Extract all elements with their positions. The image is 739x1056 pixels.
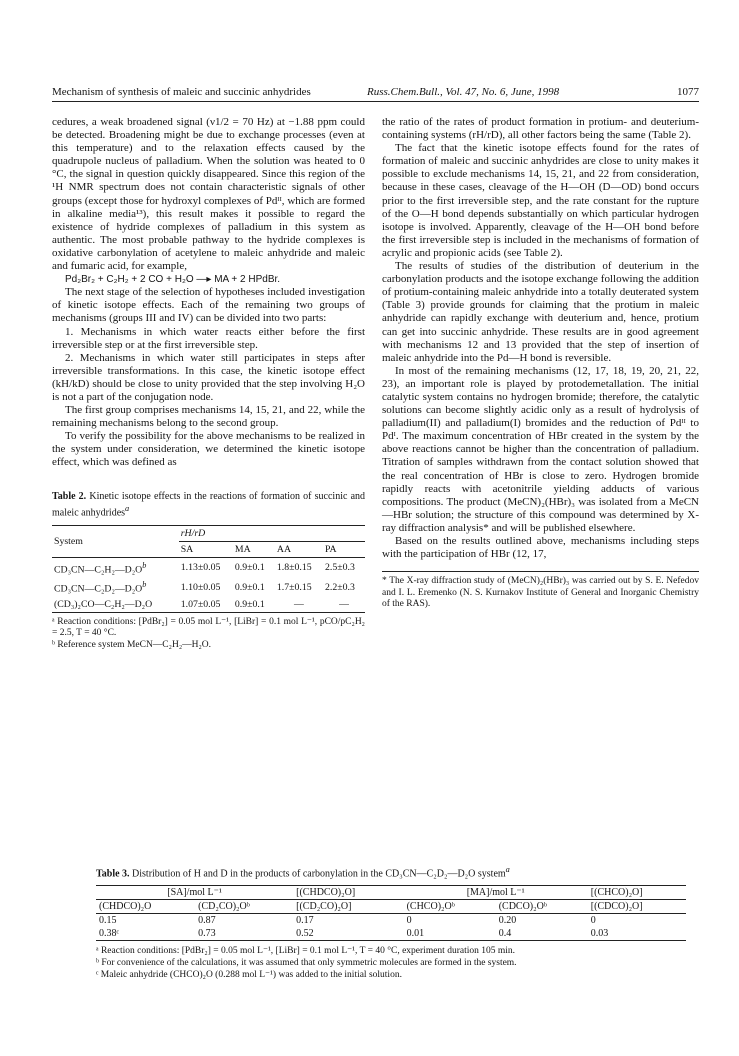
running-title: Mechanism of synthesis of maleic and succinic anhydrides bbox=[52, 86, 311, 98]
table-cell: 0.52 bbox=[296, 928, 314, 940]
table2-caption-text: Kinetic isotope effects in the reactions of formation of succinic and maleic anhydrides bbox=[52, 490, 366, 518]
table3-col: (CHCO)₂Oᵇ bbox=[404, 900, 496, 914]
table3-footnote-a: ᵃ Reaction conditions: [PdBr₂] = 0.05 mol L⁻¹, [LiBr] = 0.1 mol L⁻¹, T = 40 °C, experiment duration 105 min. bbox=[96, 946, 516, 957]
table-row bbox=[52, 597, 365, 613]
table3-col: [(CD₂CO)₂O] bbox=[293, 900, 403, 914]
table-cell: 0.38ᶜ bbox=[99, 928, 120, 940]
paragraph: 1. Mechanisms in which water reacts either before the first irreversible step or at the first irreversible step. bbox=[52, 325, 365, 351]
page-number: 1077 bbox=[677, 86, 699, 98]
table-cell: 0.9±0.1 bbox=[234, 581, 265, 593]
table3-group-ma: [MA]/mol L⁻¹ bbox=[404, 886, 588, 900]
table3 bbox=[96, 885, 686, 941]
paragraph: The next stage of the selection of hypotheses included investigation of kinetic isotope effects. Each of the remaining two groups of mechanisms (groups III and IV) can be divided into two parts: bbox=[52, 286, 365, 325]
paragraph: The results of studies of the distribution of deuterium in the carbonylation products and the isotope exchange following the addition of protium-containing maleic anhydride into a totally deuterated system (Table 3) provide grounds for claiming that the protium in maleic anhydride can rapidly exchange with deuterium and, hence, protium can get into succinic anhydride. These results are in good agreement with mechanisms 12 and 13 provided that the step of insertion of maleic anhydride into the Pd—H bond is reversible. bbox=[382, 260, 699, 364]
table-cell: 0.15 bbox=[99, 915, 117, 927]
table3-caption bbox=[96, 865, 686, 879]
table-row bbox=[52, 558, 365, 578]
journal-citation: Russ.Chem.Bull., Vol. 47, No. 6, June, 1998 bbox=[367, 86, 560, 98]
table-cell: 1.8±0.15 bbox=[276, 562, 312, 574]
equation: Pd₂Br₂ + C₂H₂ + 2 CO + H₂O —▸ MA + 2 HPdBr. bbox=[65, 274, 281, 286]
table-cell: 0.9±0.1 bbox=[234, 598, 265, 610]
table-cell: $CD_3CN—C_2H_2—D_2O^b$ bbox=[54, 561, 147, 576]
table-row bbox=[52, 577, 365, 596]
paragraph: 2. Mechanisms in which water still participates in steps after irreversible transformations. In this case, the kinetic isotope effect (kH/kD) should be close to unity provided that the step involving H₂O is not a part of the conjugation node. bbox=[52, 351, 365, 403]
table-cell: 1.07±0.05 bbox=[180, 598, 221, 610]
table3-group-ratio2: [(CHCO)₂O] bbox=[588, 886, 686, 900]
table2-footnote-b: ᵇ Reference system MeCN—C₂H₂—H₂O. bbox=[52, 639, 212, 650]
table2-col-pa: PA bbox=[323, 541, 365, 557]
table-cell: 1.7±0.15 bbox=[276, 581, 312, 593]
table2-caption bbox=[52, 491, 365, 519]
table3-col: (CDCO)₂Oᵇ bbox=[496, 900, 588, 914]
table2-header-group: rH/rD bbox=[179, 525, 365, 541]
table3-caption-text: Distribution of H and D in the products of carbonylation in the CD₃CN—C₂D₂—D₂O system bbox=[132, 868, 506, 880]
table2-footnote-a: ᵃ Reaction conditions: [PdBr₂] = 0.05 mol L⁻¹, [LiBr] = 0.1 mol L⁻¹, pCO/pC₂H₂ = 2.5, T = 40 °C. bbox=[52, 616, 365, 639]
table3-footnote-b: ᵇ For convenience of the calculations, it was assumed that only symmetric molecules are formed in the system. bbox=[96, 958, 517, 969]
table-cell: 1.13±0.05 bbox=[180, 562, 221, 574]
table3-col: [(CDCO)₂O] bbox=[588, 900, 686, 914]
paragraph: To verify the possibility for the above mechanisms to be realized in the system under consideration, we determined the kinetic isotope effect, which was defined as bbox=[52, 430, 365, 469]
running-header bbox=[52, 86, 699, 102]
table3-group-ratio1: [(CHDCO)₂O] bbox=[293, 886, 403, 900]
table3-label: Table 3. bbox=[96, 868, 130, 880]
table3-col: (CD₂CO)₂Oᵇ bbox=[195, 900, 293, 914]
table-cell: (CD₃)₂CO—C₂H₂—D₂O bbox=[54, 598, 153, 610]
table-cell: $CD_3CN—C_2D_2—D_2O^b$ bbox=[54, 580, 147, 595]
paragraph: cedures, a weak broadened signal (ν1/2 = 70 Hz) at −1.88 ppm could be detected. Broadening might be due to exchange processes (even at this temperature) and to the relaxation effects caused by the quadrupole nucleus of palladium. When the solution was heated to 0 °C, the signal in question quickly disappeared. Since this region of the ¹H NMR spectrum does not contain characteristic signals of other groups (except those for hydroxyl complexes of Pdᴵᴵ, which are formed in alkaline media¹³), this result makes it possible to regard the existence of hydride complexes of palladium in this system as authentic. The most probable pathway to the hydride complexes is oxidative carbonylation of acetylene to maleic anhydride and maleic and fumaric acid, for example, bbox=[52, 116, 365, 273]
left-column bbox=[52, 116, 365, 651]
table-cell: 2.2±0.3 bbox=[324, 581, 355, 593]
right-column bbox=[382, 116, 699, 611]
table-cell: 1.10±0.05 bbox=[180, 581, 221, 593]
table-cell: 0.73 bbox=[198, 928, 216, 940]
table3-group-sa: [SA]/mol L⁻¹ bbox=[96, 886, 293, 900]
table-cell: 0.20 bbox=[498, 915, 517, 927]
table-cell: 0.4 bbox=[498, 928, 512, 940]
table2-caption-mark: a bbox=[125, 503, 130, 513]
table2-col-aa: AA bbox=[275, 541, 323, 557]
table-cell: — bbox=[294, 598, 304, 610]
table3-footnote-c: ᶜ Maleic anhydride (CHCO)₂O (0.288 mol L⁻¹) was added to the initial solution. bbox=[96, 969, 402, 980]
paragraph: the ratio of the rates of product formation in protium- and deuterium-containing systems (rH/rD), all other factors being the same (Table 2). bbox=[382, 116, 699, 142]
table3-caption-mark: a bbox=[505, 865, 510, 874]
table2-header-system: System bbox=[52, 525, 179, 557]
table-cell: 0.9±0.1 bbox=[234, 562, 265, 574]
table2 bbox=[52, 525, 365, 613]
paragraph: The fact that the kinetic isotope effects found for the rates of formation of maleic and succinic anhydrides are close to unity makes it possible to exclude mechanisms 14, 15, 21, and 22 from consideration, because in these cases, cleavage of the H—OH (D—OD) bond occurs prior to the first irreversible step, and the rate constant for the rupture of the O—H bond depends substantially on which particular hydrogen isotope is involved. Apparently, cleavage of the H—OH bond before the first irreversible step is included in the mechanisms of formation of acrylic and propionic acids (see Table 2). bbox=[382, 142, 699, 259]
table-cell: 0.01 bbox=[406, 928, 425, 940]
table-cell: — bbox=[339, 598, 349, 610]
table-cell: 0.87 bbox=[198, 915, 216, 927]
table-row bbox=[96, 914, 686, 928]
table-cell: 2.5±0.3 bbox=[324, 562, 355, 574]
paragraph: The first group comprises mechanisms 14, 15, 21, and 22, while the remaining mechanisms belong to the second group. bbox=[52, 404, 365, 430]
table-cell: 0.03 bbox=[590, 928, 609, 940]
paragraph: Based on the results outlined above, mechanisms including steps with the participation of HBr (12, 17, bbox=[382, 535, 699, 561]
table-cell: 0 bbox=[590, 915, 596, 927]
table2-col-ma: MA bbox=[233, 541, 275, 557]
table-cell: 0 bbox=[406, 915, 412, 927]
table2-col-sa: SA bbox=[179, 541, 233, 557]
paragraph: In most of the remaining mechanisms (12, 17, 18, 19, 20, 21, 22, 23), an important role is played by protodemetallation. The initial catalytic system contains no hydrogen bromide; therefore, the catalytic solutions can become slightly acidic only as a result of hydrolysis of palladium(II) and palladium(I) bromides and the reduction of Pdᴵᴵ to Pdᴵ. The maximum concentration of HBr created in the system by the above reactions cannot be higher than the concentration of palladium. Titration of samples withdrawn from the contact solution showed that the real concentration of HBr is close to zero. Hydrogen bromide rapidly reacts with acetonitrile yielding adducts of various compositions. The product (MeCN)₂(HBr)₃ was isolated from a MeCN—HBr solution; the structure of this compound was determined by X-ray diffraction analysis* and will be published elsewhere. bbox=[382, 364, 699, 534]
table3-block bbox=[96, 865, 686, 982]
table-cell: 0.17 bbox=[296, 915, 314, 927]
table-row bbox=[96, 927, 686, 941]
table2-label: Table 2. bbox=[52, 490, 87, 502]
page-footnote: * The X-ray diffraction study of (MeCN)₂(HBr)₃ was carried out by S. E. Nefedov and I. L. Eremenko (N. S. Kurnakov Institute of General and Inorganic Chemistry of the RAS). bbox=[382, 571, 699, 611]
table3-col: (CHDCO)₂O bbox=[96, 900, 195, 914]
